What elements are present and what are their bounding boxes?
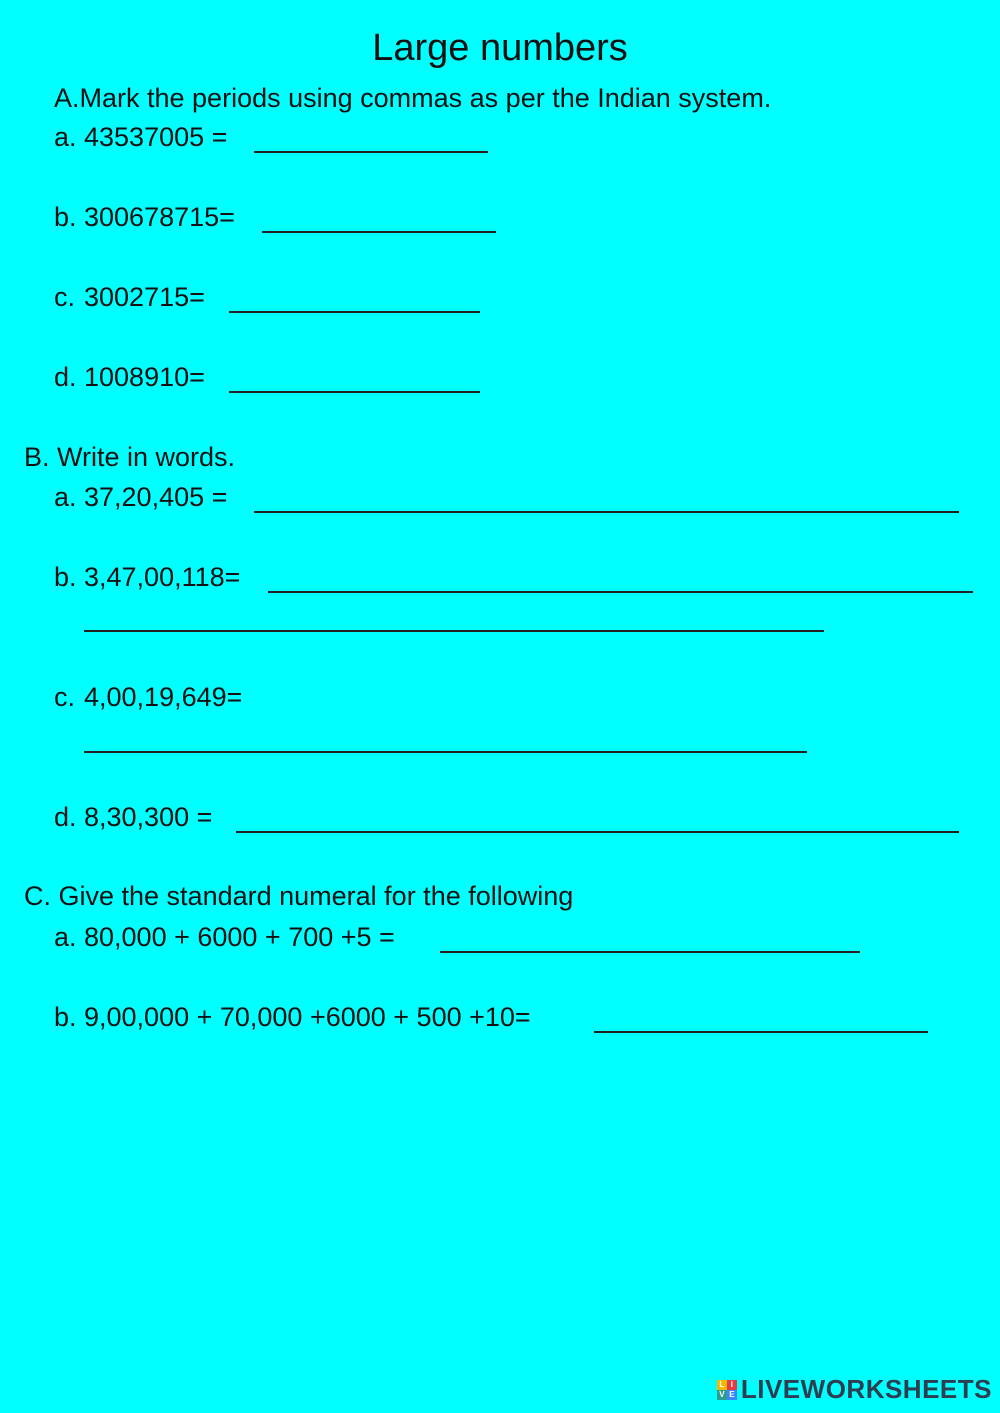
liveworksheets-brand [717, 1374, 992, 1405]
question-text: 1008910= [84, 362, 205, 392]
question-text: 3,47,00,118= [84, 562, 241, 592]
question-label: a. [54, 122, 77, 152]
answer-input-b-a[interactable] [254, 481, 959, 509]
answer-blank-b-a [254, 511, 959, 513]
answer-blank-c-a [440, 951, 860, 953]
question-label: c. [54, 682, 76, 712]
answer-input-a-c[interactable] [229, 281, 480, 309]
answer-input-b-d[interactable] [236, 801, 959, 829]
question-c-a [54, 920, 395, 954]
answer-input-b-b-line2[interactable] [84, 600, 824, 628]
question-label: a. [54, 482, 77, 512]
question-b-b [54, 560, 240, 594]
logo-letter: I [727, 1380, 737, 1390]
question-c-b [54, 1000, 531, 1034]
question-b-a [54, 480, 227, 514]
question-label: a. [54, 922, 77, 952]
question-label: b. [54, 1002, 77, 1032]
question-label: b. [54, 202, 77, 232]
section-a-heading: A.Mark the periods using commas as per the Indian system. [54, 83, 772, 113]
question-text: 37,20,405 = [84, 482, 228, 512]
section-b-heading: B. Write in words. [24, 442, 236, 472]
question-a-b [54, 200, 235, 234]
answer-input-c-b[interactable] [594, 1001, 928, 1029]
question-label: b. [54, 562, 77, 592]
question-b-c [54, 680, 242, 714]
answer-blank-c-b [594, 1031, 928, 1033]
question-text: 4,00,19,649= [84, 682, 243, 712]
answer-blank-a-d [229, 391, 480, 393]
answer-input-b-c[interactable] [84, 721, 807, 749]
liveworksheets-logo-icon [717, 1380, 737, 1400]
answer-blank-b-b-line2 [84, 630, 824, 632]
answer-input-a-d[interactable] [229, 361, 480, 389]
question-label: c. [54, 282, 76, 312]
logo-letter: L [717, 1380, 727, 1390]
answer-blank-b-d [236, 831, 959, 833]
answer-input-a-a[interactable] [254, 121, 488, 149]
logo-letter: V [717, 1390, 727, 1400]
answer-input-b-b-line1[interactable] [268, 561, 973, 589]
question-a-c [54, 280, 205, 314]
question-text: 9,00,000 + 70,000 +6000 + 500 +10= [84, 1002, 531, 1032]
question-text: 8,30,300 = [84, 802, 213, 832]
question-a-d [54, 360, 205, 394]
question-a-a [54, 120, 227, 154]
answer-blank-a-c [229, 311, 480, 313]
answer-input-a-b[interactable] [262, 201, 496, 229]
answer-blank-b-b-line1 [268, 591, 973, 593]
question-text: 43537005 = [84, 122, 228, 152]
answer-blank-a-a [254, 151, 488, 153]
question-text: 3002715= [84, 282, 205, 312]
answer-input-c-a[interactable] [440, 921, 860, 949]
question-label: d. [54, 802, 77, 832]
answer-blank-a-b [262, 231, 496, 233]
worksheet-title: Large numbers [372, 27, 628, 69]
question-b-d [54, 800, 212, 834]
question-text: 300678715= [84, 202, 235, 232]
question-label: d. [54, 362, 77, 392]
logo-letter: E [727, 1390, 737, 1400]
brand-name: LIVEWORKSHEETS [740, 1374, 992, 1404]
question-text: 80,000 + 6000 + 700 +5 = [84, 922, 395, 952]
section-c-heading: C. Give the standard numeral for the following [24, 881, 574, 911]
answer-blank-b-c [84, 751, 807, 753]
